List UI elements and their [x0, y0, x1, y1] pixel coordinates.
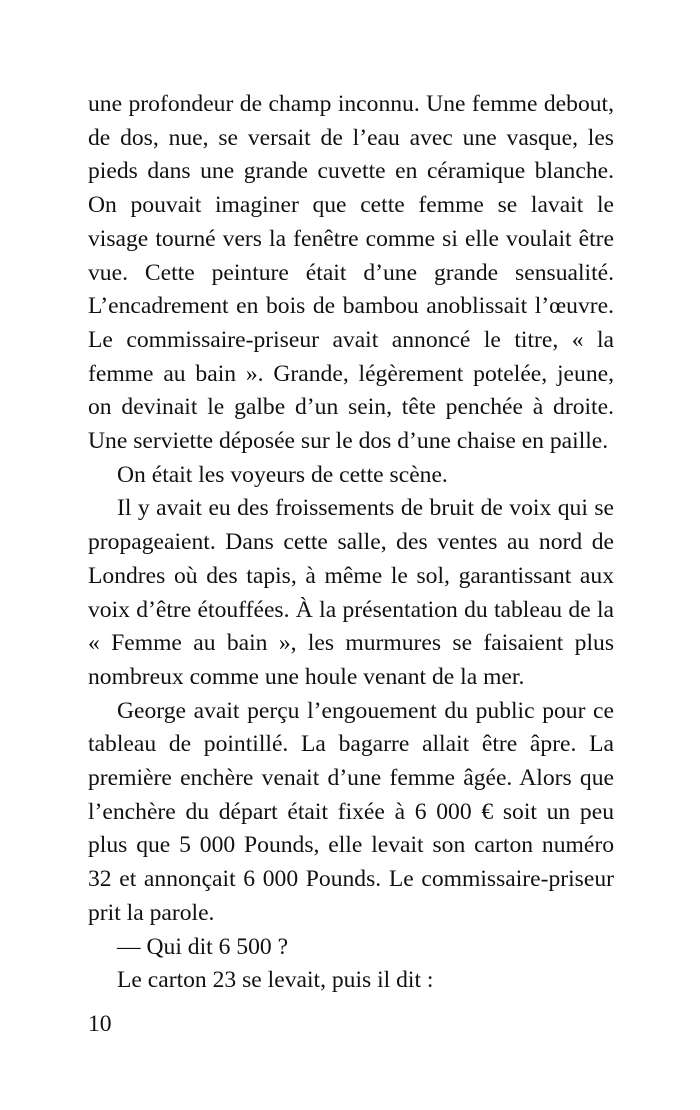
paragraph: Le carton 23 se levait, puis il dit :	[117, 967, 434, 994]
paragraph: Il y avait eu des froissements de bruit de voix qui se propageaient. Dans cette salle, des ventes au nord de Londres où des tapis, à même le sol, garantissant aux voix d’être étouffées. À la présentation du tableau de la « Femme au bain », les murmures se faisaient plus nombreux comme une houle venant de la mer.	[88, 495, 614, 690]
dialogue-line: — Qui dit 6 500 ?	[117, 933, 289, 960]
paragraph: George avait perçu l’engouement du public pour ce tableau de pointillé. La bagarre allait être âpre. La première enchère venait d’une femme âgée. Alors que l’enchère du départ était fixée à 6 000 € soit un peu plus que 5 000 Pounds, elle levait son carton numéro 32 et annonçait 6 000 Pounds. Le commissaire-priseur prit la parole.	[88, 697, 614, 926]
paragraph: une profondeur de champ inconnu. Une femme debout, de dos, nue, se versait de l’eau avec une vasque, les pieds dans une grande cuvette en céramique blanche. On pouvait imaginer que cette femme se lavait le visage tourné vers la fenêtre comme si elle voulait être vue. Cette peinture était d’une grande sensualité. L’encadrement en bois de bambou anoblissait l’œuvre. Le commissaire-priseur avait annoncé le titre, « la femme au bain ». Grande, légèrement potelée, jeune, on devinait le galbe d’un sein, tête penchée à droite. Une serviette déposée sur le dos d’une chaise en paille.	[88, 91, 614, 455]
paragraph: On était les voyeurs de cette scène.	[117, 461, 448, 488]
body-text	[88, 88, 614, 998]
page-number: 10	[88, 1011, 112, 1037]
